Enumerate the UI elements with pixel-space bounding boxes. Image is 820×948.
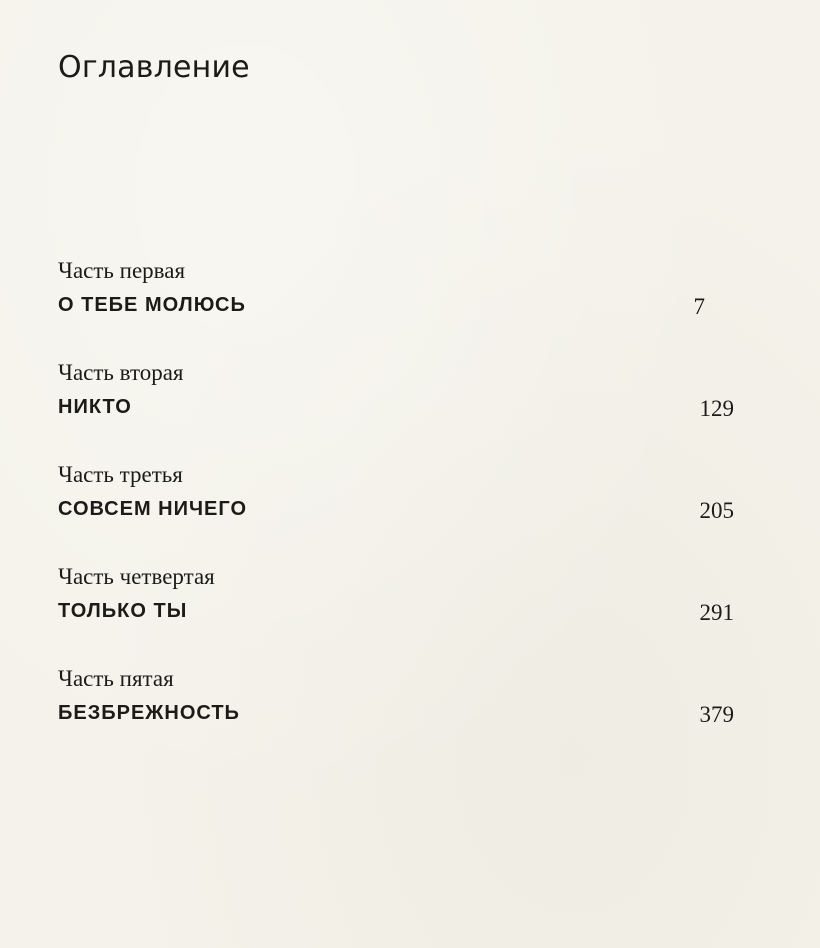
part-label: Часть пятая — [58, 666, 174, 691]
page-number: 129 — [699, 396, 734, 421]
part-title: ТОЛЬКО ТЫ — [58, 600, 188, 622]
page-number: 379 — [699, 702, 734, 727]
toc-entry-part-4 — [58, 564, 734, 634]
part-title: О ТЕБЕ МОЛЮСЬ — [58, 294, 246, 316]
page-title: Оглавление — [58, 50, 250, 85]
toc-entry-part-3 — [58, 462, 734, 532]
toc-entry-part-2 — [58, 360, 734, 430]
page-number: 205 — [699, 498, 734, 523]
part-label: Часть первая — [58, 258, 186, 283]
toc-entry-part-5 — [58, 666, 734, 736]
page-number: 7 — [693, 294, 705, 319]
toc-entry-part-1 — [58, 258, 734, 328]
part-label: Часть четвертая — [58, 564, 215, 589]
part-label: Часть третья — [58, 462, 183, 487]
part-label: Часть вторая — [58, 360, 184, 385]
page-number: 291 — [699, 600, 734, 625]
part-title: НИКТО — [58, 396, 132, 418]
part-title: СОВСЕМ НИЧЕГО — [58, 498, 248, 520]
part-title: БЕЗБРЕЖНОСТЬ — [58, 702, 240, 724]
